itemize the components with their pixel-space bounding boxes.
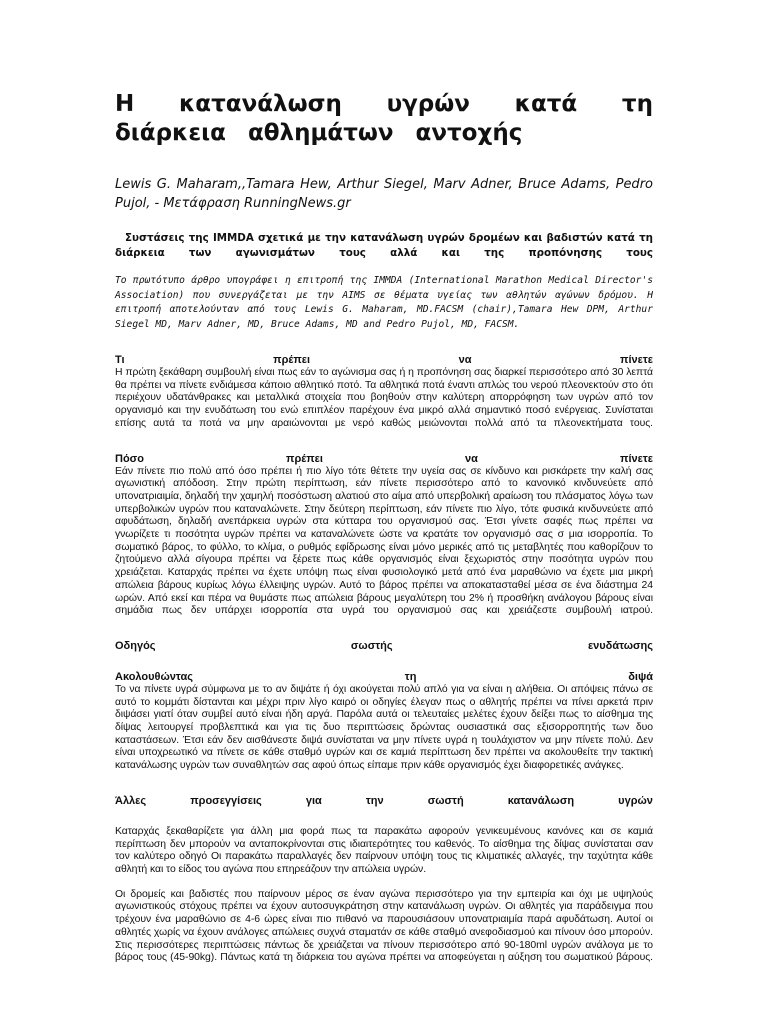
section-body-other-1: Καταρχάς ξεκαθαρίζετε για άλλη μια φορά πως τα παρακάτω αφορούν γενικευμένους κανόνες και σε καμιά περίπτωση δεν μπορούν να ανταποκρίνονται στις ιδιαιτερότητες του καθενός. Το αίσθημα της δίψας συνίσταται σαν τον καλύτερο οδηγό Οι παρακάτω παραλλαγές δεν παίρνουν υπόψη τους τις κλιματικές αλλαγές, την ταχύτητα κάθε αθλητή και το είδος του αγώνα που επηρεάζουν την απώλεια υγρών.	[115, 825, 653, 875]
heading-word: πίνετε	[620, 452, 653, 465]
heading-word: πρέπει	[286, 452, 323, 465]
subtitle: Συστάσεις της IMMDA σχετικά με την κατανάλωση υγρών δρομέων και βαδιστών κατά τη διάρκεια των αγωνισμάτων τους αλλά και της προπόνησης τους	[115, 232, 653, 259]
heading-word: την	[365, 794, 384, 807]
section-heading-guide	[115, 640, 653, 653]
heading-word: Πόσο	[115, 452, 144, 465]
section-how-much	[115, 453, 653, 618]
section-heading-other	[115, 795, 653, 808]
heading-word: Ακολουθώντας	[115, 670, 193, 683]
heading-word: για	[305, 794, 322, 807]
heading-word: τη	[404, 670, 417, 683]
heading-word: να	[465, 452, 478, 465]
section-body-guide: Το να πίνετε υγρά σύμφωνα με το αν διψάτε ή όχι ακούγεται πολύ απλό για να είναι η αλήθεια. Οι απόψεις πάνω σε αυτό το κομμάτι δίστανται και μέχρι πριν λίγο καιρό οι οδηγίες έλεγαν πως ο αθλητής πρέπει να πίνει αρκετά πριν διψάσει γιατί όταν συμβεί αυτό είναι ήδη αργά. Παρόλα αυτά οι τελευταίες μελέτες έχουν δείξει πως το αίσθημα της δίψας λειτουργεί προβλεπτικά και για τις δυο περιπτώσεις δρώντας ουσιαστικά σας εξισορροπητής των δυο καταστάσεων. Έτσι εάν δεν αισθάνεστε διψά συνίσταται να μην πίνετε υγρά η τουλάχιστον να μην πίνετε πολύ. Δεν είναι υποχρεωτικό να πίνετε σε κάθε σταθμό υγρών και σε καμιά περίπτωση δεν πρέπει να ακολουθείτε την τακτική κατανάλωσης υγρών των συναθλητών σας αφού όπως είπαμε πριν κάθε οργανισμός έχει διαφορετικές ανάγκες.	[115, 683, 653, 772]
section-heading-what-to-drink	[115, 354, 653, 367]
heading-word: προσεγγίσεις	[190, 794, 262, 807]
section-body-how-much: Εάν πίνετε πιο πολύ από όσο πρέπει ή πιο λίγο τότε θέτετε την υγεία σας σε κίνδυνο και ρισκάρετε την καλή σας αγωνιστική απόδοση. Στην πρώτη περίπτωση, εάν πίνετε περισσότερο από το κανονικό κινδυνεύετε από υπονατριαιμία, δηλαδή την χαμηλή ποσόστωση αλατιού στο αίμα από υπερβολική αραίωση του πλάσματος λόγω των υπερβολικών υγρών που καταναλώνετε. Στην δεύτερη περίπτωση, εάν πίνετε πιο λίγο, τότε φυσικά κινδυνεύετε από αφυδάτωση, δηλαδή ανεπάρκεια υγρών στα κύτταρα του οργανισμού σας. Έτσι γίνετε σαφές πως πρέπει να γνωρίζετε τι ποσότητα υγρών πρέπει να καταναλώνετε ώστε να κρατάτε τον οργανισμό σας σ μια ισορροπία. Το σωματικό βάρος, το φύλλο, το κλίμα, ο ρυθμός εφίδρωσης είναι μόνο μερικές από τις μεταβλητές που καθορίζουν το ζητούμενο αλλά σίγουρα πρέπει να ξέρετε πως κάθε οργανισμός είναι ξεχωριστός στην ποσότητα υγρών που χρειάζεται. Καταρχάς πρέπει να έχετε υπόψη πως είναι φυσιολογικό μετά από ένα μαραθώνιο να έχετε μια μικρή απώλεια βάρους κυρίως λόγω έλλειψης υγρών. Αυτό το βάρος πρέπει να αποκατασταθεί μέσα σε ένα διάστημα 24 ωρών. Από εκεί και πέρα να θυμάστε πως απώλεια βάρους μεγαλύτερη του 2% ή προσθήκη ανάλογου βάρους είναι σημάδια πως δεν υπάρχει ισορροπία στα υγρά του οργανισμού σας και χρειάζεστε συμβουλή ιατρού.	[115, 465, 653, 617]
intro-paragraph: Το πρωτότυπο άρθρο υπογράφει η επιτροπή της IMMDA (International Marathon Medical Director's Association) που συνεργάζεται με την AIMS σε θέματα υγείας των αθλητών αγώνων δρόμου. Η επιτροπή αποτελούνταν από τους Lewis G. Maharam, MD.FACSM (chair),Tamara Hew DPM, Arthur Siegel MD, Marv Adner, MD, Bruce Adams, MD and Pedro Pujol, MD, FACSM.	[115, 275, 653, 330]
section-body-what-to-drink: Η πρώτη ξεκάθαρη συμβουλή είναι πως εάν το αγώνισμα σας ή η προπόνηση σας διαρκεί περισσότερο από 30 λεπτά θα πρέπει να πίνετε ενδιάμεσα κάποιο αθλητικό ποτό. Τα αθλητικά ποτά έναντι απλώς του νερού πλεονεκτούν στο ότι περιέχουν υδατάνθρακες και μεταλλικά στοιχεία που βοηθούν στην καλύτερη απορρόφηση των υγρών από τον οργανισμό και την ενυδάτωση του ενώ επιπλέον παρέχουν ένα μικρό αλλά σημαντικό ποσό ενέργειας. Συνίσταται επίσης αυτά τα ποτά να μην αραιώνονται με νερό καθώς μειώνονται πολλά από τα πλεονεκτήματα τους.	[115, 367, 653, 429]
heading-word: πρέπει	[273, 354, 311, 366]
heading-word: σωστή	[427, 794, 464, 807]
section-heading-how-much	[115, 453, 653, 466]
heading-word: Άλλες	[115, 794, 147, 807]
section-guide	[115, 640, 653, 773]
section-other	[115, 795, 653, 965]
section-what-to-drink	[115, 354, 653, 431]
subheading-thirst	[115, 671, 653, 684]
page-title: Η κατανάλωση υγρών κατά τη διάρκεια αθλημάτων αντοχής	[115, 91, 653, 146]
heading-word: σωστής	[350, 639, 393, 652]
section-body-other-2: Οι δρομείς και βαδιστές που παίρνουν μέρος σε έναν αγώνα περισσότερο για την εμπειρία και όχι με υψηλούς αγωνιστικούς στόχους πρέπει να έχουν αυτοσυγκράτηση στην κατανάλωση υγρών. Οι αθλητές για παράδειγμα που τρέχουν ένα μαραθώνιο σε 4-6 ώρες είναι πιο πιθανό να παρουσιάσουν υπονατριαιμία παρά αφυδάτωση. Αυτοί οι αθλητές χωρίς να έχουν ανάλογες απώλειες συχνά σταματάν σε κάθε σταθμό ανεφοδιασμού και πίνουν όσο μπορούν. Στις περισσότερες περιπτώσεις πάντως δε χρειάζεται να πίνουν περισσότερο από 90-180ml υγρών ανάλογα με το βάρος τους (45-90kg). Πάντως κατά τη διάρκεια του αγώνα πρέπει να αποφεύγεται η αύξηση του σωματικού βάρους.	[115, 888, 653, 964]
heading-word: Οδηγός	[115, 639, 156, 652]
heading-word: κατανάλωση	[507, 794, 575, 807]
heading-word: να	[458, 354, 472, 366]
heading-word: Τι	[115, 354, 125, 366]
heading-word: υγρών	[618, 794, 653, 807]
heading-word: ενυδάτωσης	[587, 639, 653, 652]
authors-line: Lewis G. Maharam,,Tamara Hew, Arthur Siegel, Marv Adner, Bruce Adams, Pedro Pujol, - Μετάφραση RunningNews.gr	[115, 177, 653, 211]
heading-word: πίνετε	[620, 354, 653, 366]
heading-word: διψά	[628, 670, 653, 683]
